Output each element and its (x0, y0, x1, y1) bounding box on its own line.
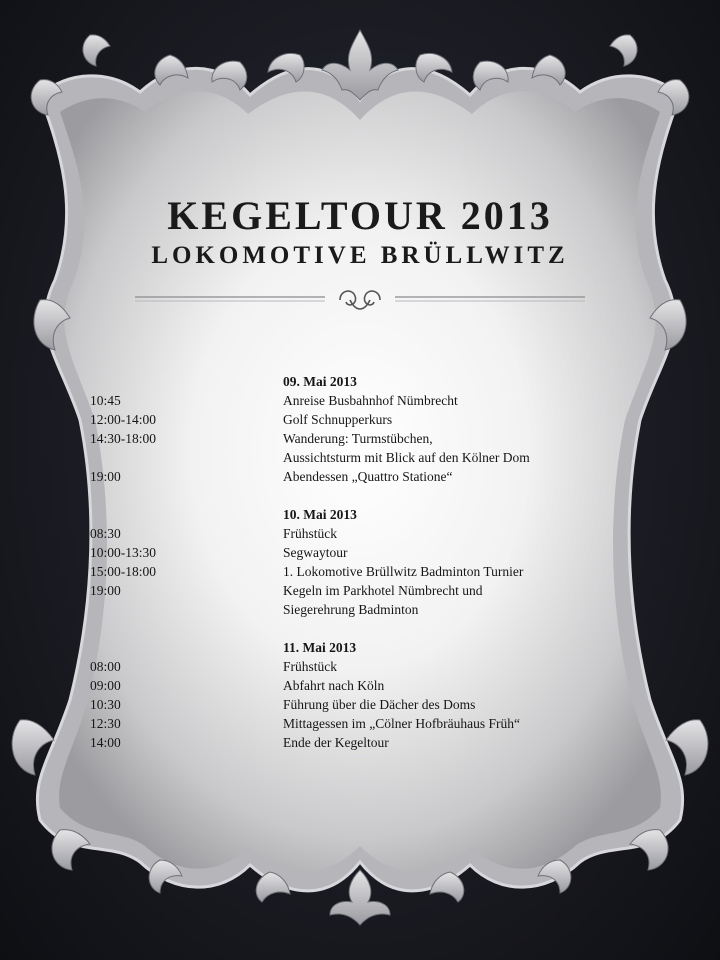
day-heading: 10. Mai 2013 (283, 507, 357, 522)
schedule-row: 08:00 Frühstück (90, 659, 337, 674)
schedule-row: 09:00 Abfahrt nach Köln (90, 678, 385, 693)
schedule (90, 372, 610, 752)
page-subtitle: LOKOMOTIVE BRÜLLWITZ (151, 242, 569, 269)
schedule-row: 12:00-14:00 Golf Schnupperkurs (90, 412, 393, 427)
schedule-row: 14:30-18:00 Wanderung: Turmstübchen, (90, 431, 433, 446)
schedule-row: 14:00 Ende der Kegeltour (90, 735, 389, 750)
schedule-row: Siegerehrung Badminton (283, 602, 419, 617)
schedule-row: 10:00-13:30 Segwaytour (90, 545, 348, 560)
schedule-row: Aussichtsturm mit Blick auf den Kölner Dom (283, 450, 530, 465)
schedule-row: 10:45 Anreise Busbahnhof Nümbrecht (90, 393, 458, 408)
schedule-row: 19:00 Abendessen „Quattro Statione“ (90, 469, 453, 484)
schedule-row: 12:30 Mittagessen im „Cölner Hofbräuhaus Früh“ (90, 716, 520, 731)
spacer (90, 619, 610, 638)
day-heading: 11. Mai 2013 (283, 640, 357, 655)
schedule-row: 10:30 Führung über die Dächer des Doms (90, 697, 476, 712)
schedule-row: 19:00 Kegeln im Parkhotel Nümbrecht und (90, 583, 483, 598)
spacer (90, 486, 610, 505)
schedule-row: 15:00-18:00 1. Lokomotive Brüllwitz Badminton Turnier (90, 564, 524, 579)
schedule-row: 08:30 Frühstück (90, 526, 337, 541)
day-heading: 09. Mai 2013 (283, 374, 357, 389)
page-title: KEGELTOUR 2013 (167, 193, 553, 238)
